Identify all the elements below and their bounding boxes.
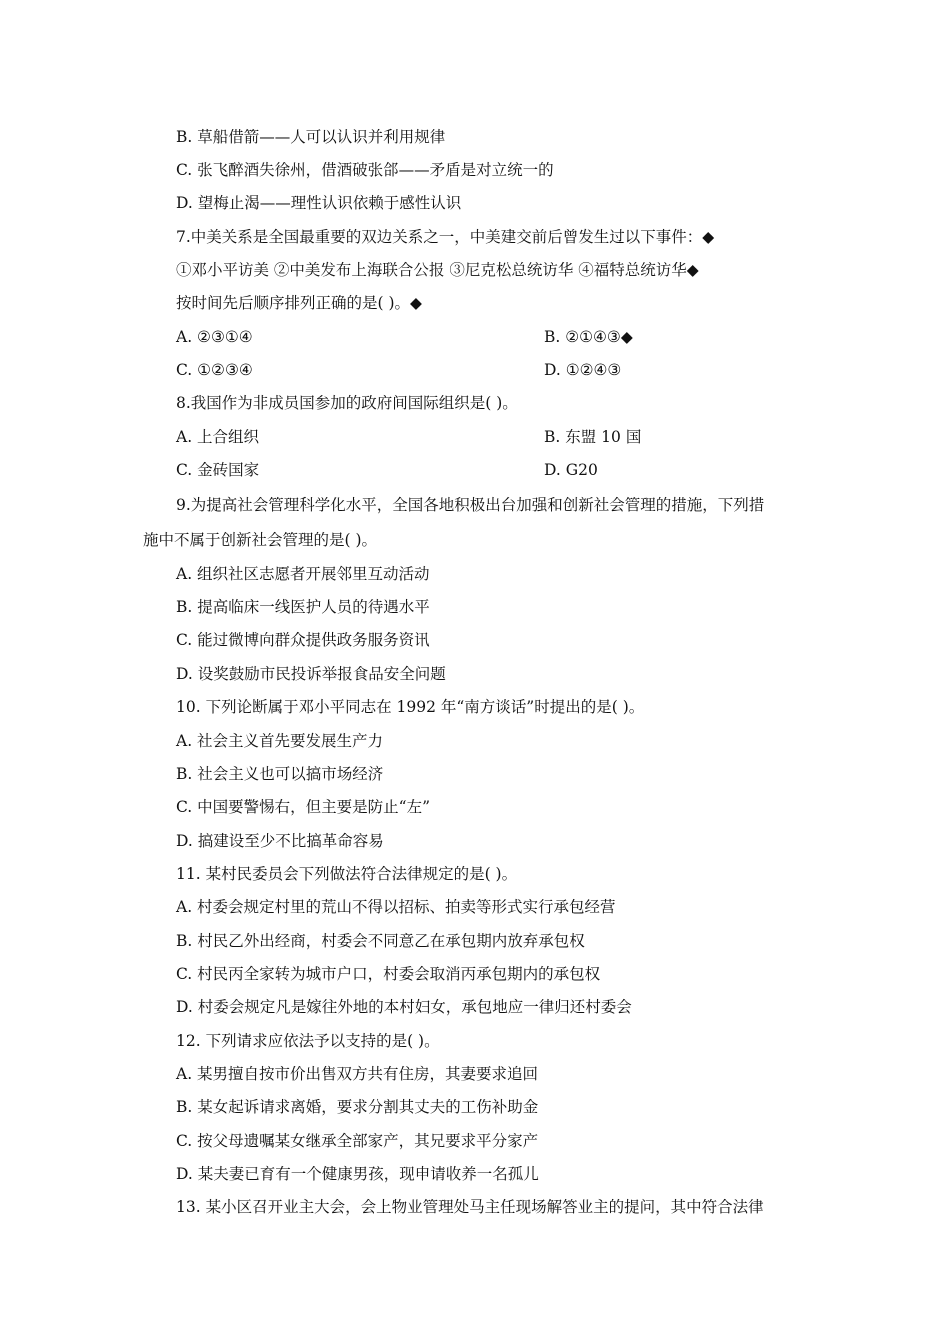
q11-option-b: B. 村民乙外出经商，村委会不同意乙在承包期内放弃承包权 bbox=[176, 932, 585, 950]
q11-option-d: D. 村委会规定凡是嫁往外地的本村妇女，承包地应一律归还村委会 bbox=[176, 998, 632, 1016]
q7-ask: 按时间先后顺序排列正确的是( )。◆ bbox=[176, 294, 422, 312]
q12-option-b: B. 某女起诉请求离婚，要求分割其丈夫的工伤补助金 bbox=[176, 1098, 539, 1116]
q10-option-b: B. 社会主义也可以搞市场经济 bbox=[176, 765, 384, 783]
q6-option-d: D. 望梅止渴——理性认识依赖于感性认识 bbox=[176, 194, 462, 212]
q6-option-b: B. 草船借箭——人可以认识并利用规律 bbox=[176, 128, 446, 146]
q11-option-c: C. 村民丙全家转为城市户口，村委会取消丙承包期内的承包权 bbox=[176, 965, 601, 983]
q12-stem: 12. 下列请求应依法予以支持的是( )。 bbox=[176, 1032, 440, 1050]
q7-option-a: A. ②③①④ bbox=[176, 328, 253, 346]
q10-option-d: D. 搞建设至少不比搞革命容易 bbox=[176, 832, 384, 850]
q7-option-d: D. ①②④③ bbox=[544, 361, 622, 379]
q7-option-b: B. ②①④③◆ bbox=[544, 328, 633, 346]
q7-events: ①邓小平访美 ②中美发布上海联合公报 ③尼克松总统访华 ④福特总统访华◆ bbox=[176, 261, 699, 279]
q9-stem-line1: 9.为提高社会管理科学化水平，全国各地积极出台加强和创新社会管理的措施，下列措 bbox=[176, 496, 765, 514]
q9-option-c: C. 能过微博向群众提供政务服务资讯 bbox=[176, 631, 430, 649]
q8-option-b: B. 东盟 10 国 bbox=[544, 428, 642, 446]
q8-stem: 8.我国作为非成员国参加的政府间国际组织是( )。 bbox=[176, 394, 518, 412]
q10-option-a: A. 社会主义首先要发展生产力 bbox=[176, 732, 384, 750]
q8-option-c: C. 金砖国家 bbox=[176, 461, 260, 479]
q12-option-d: D. 某夫妻已育有一个健康男孩，现申请收养一名孤儿 bbox=[176, 1165, 539, 1183]
q9-option-b: B. 提高临床一线医护人员的待遇水平 bbox=[176, 598, 430, 616]
q8-option-a: A. 上合组织 bbox=[176, 428, 260, 446]
q9-option-a: A. 组织社区志愿者开展邻里互动活动 bbox=[176, 565, 430, 583]
q10-stem: 10. 下列论断属于邓小平同志在 1992 年“南方谈话”时提出的是( )。 bbox=[176, 698, 645, 716]
q8-option-d: D. G20 bbox=[544, 461, 598, 479]
q9-stem-line2: 施中不属于创新社会管理的是( )。 bbox=[143, 531, 378, 549]
q11-stem: 11. 某村民委员会下列做法符合法律规定的是( )。 bbox=[176, 865, 518, 883]
q9-option-d: D. 设奖鼓励市民投诉举报食品安全问题 bbox=[176, 665, 446, 683]
q13-stem: 13. 某小区召开业主大会，会上物业管理处马主任现场解答业主的提问，其中符合法律 bbox=[176, 1198, 764, 1216]
q10-option-c: C. 中国要警惕右，但主要是防止“左” bbox=[176, 798, 431, 816]
q12-option-c: C. 按父母遗嘱某女继承全部家产，其兄要求平分家产 bbox=[176, 1132, 539, 1150]
q12-option-a: A. 某男擅自按市价出售双方共有住房，其妻要求追回 bbox=[176, 1065, 539, 1083]
q6-option-c: C. 张飞醉酒失徐州，借酒破张郃——矛盾是对立统一的 bbox=[176, 161, 554, 179]
q7-stem: 7.中美关系是全国最重要的双边关系之一，中美建交前后曾发生过以下事件：◆ bbox=[176, 228, 715, 246]
q11-option-a: A. 村委会规定村里的荒山不得以招标、拍卖等形式实行承包经营 bbox=[176, 898, 616, 916]
q7-option-c: C. ①②③④ bbox=[176, 361, 253, 379]
